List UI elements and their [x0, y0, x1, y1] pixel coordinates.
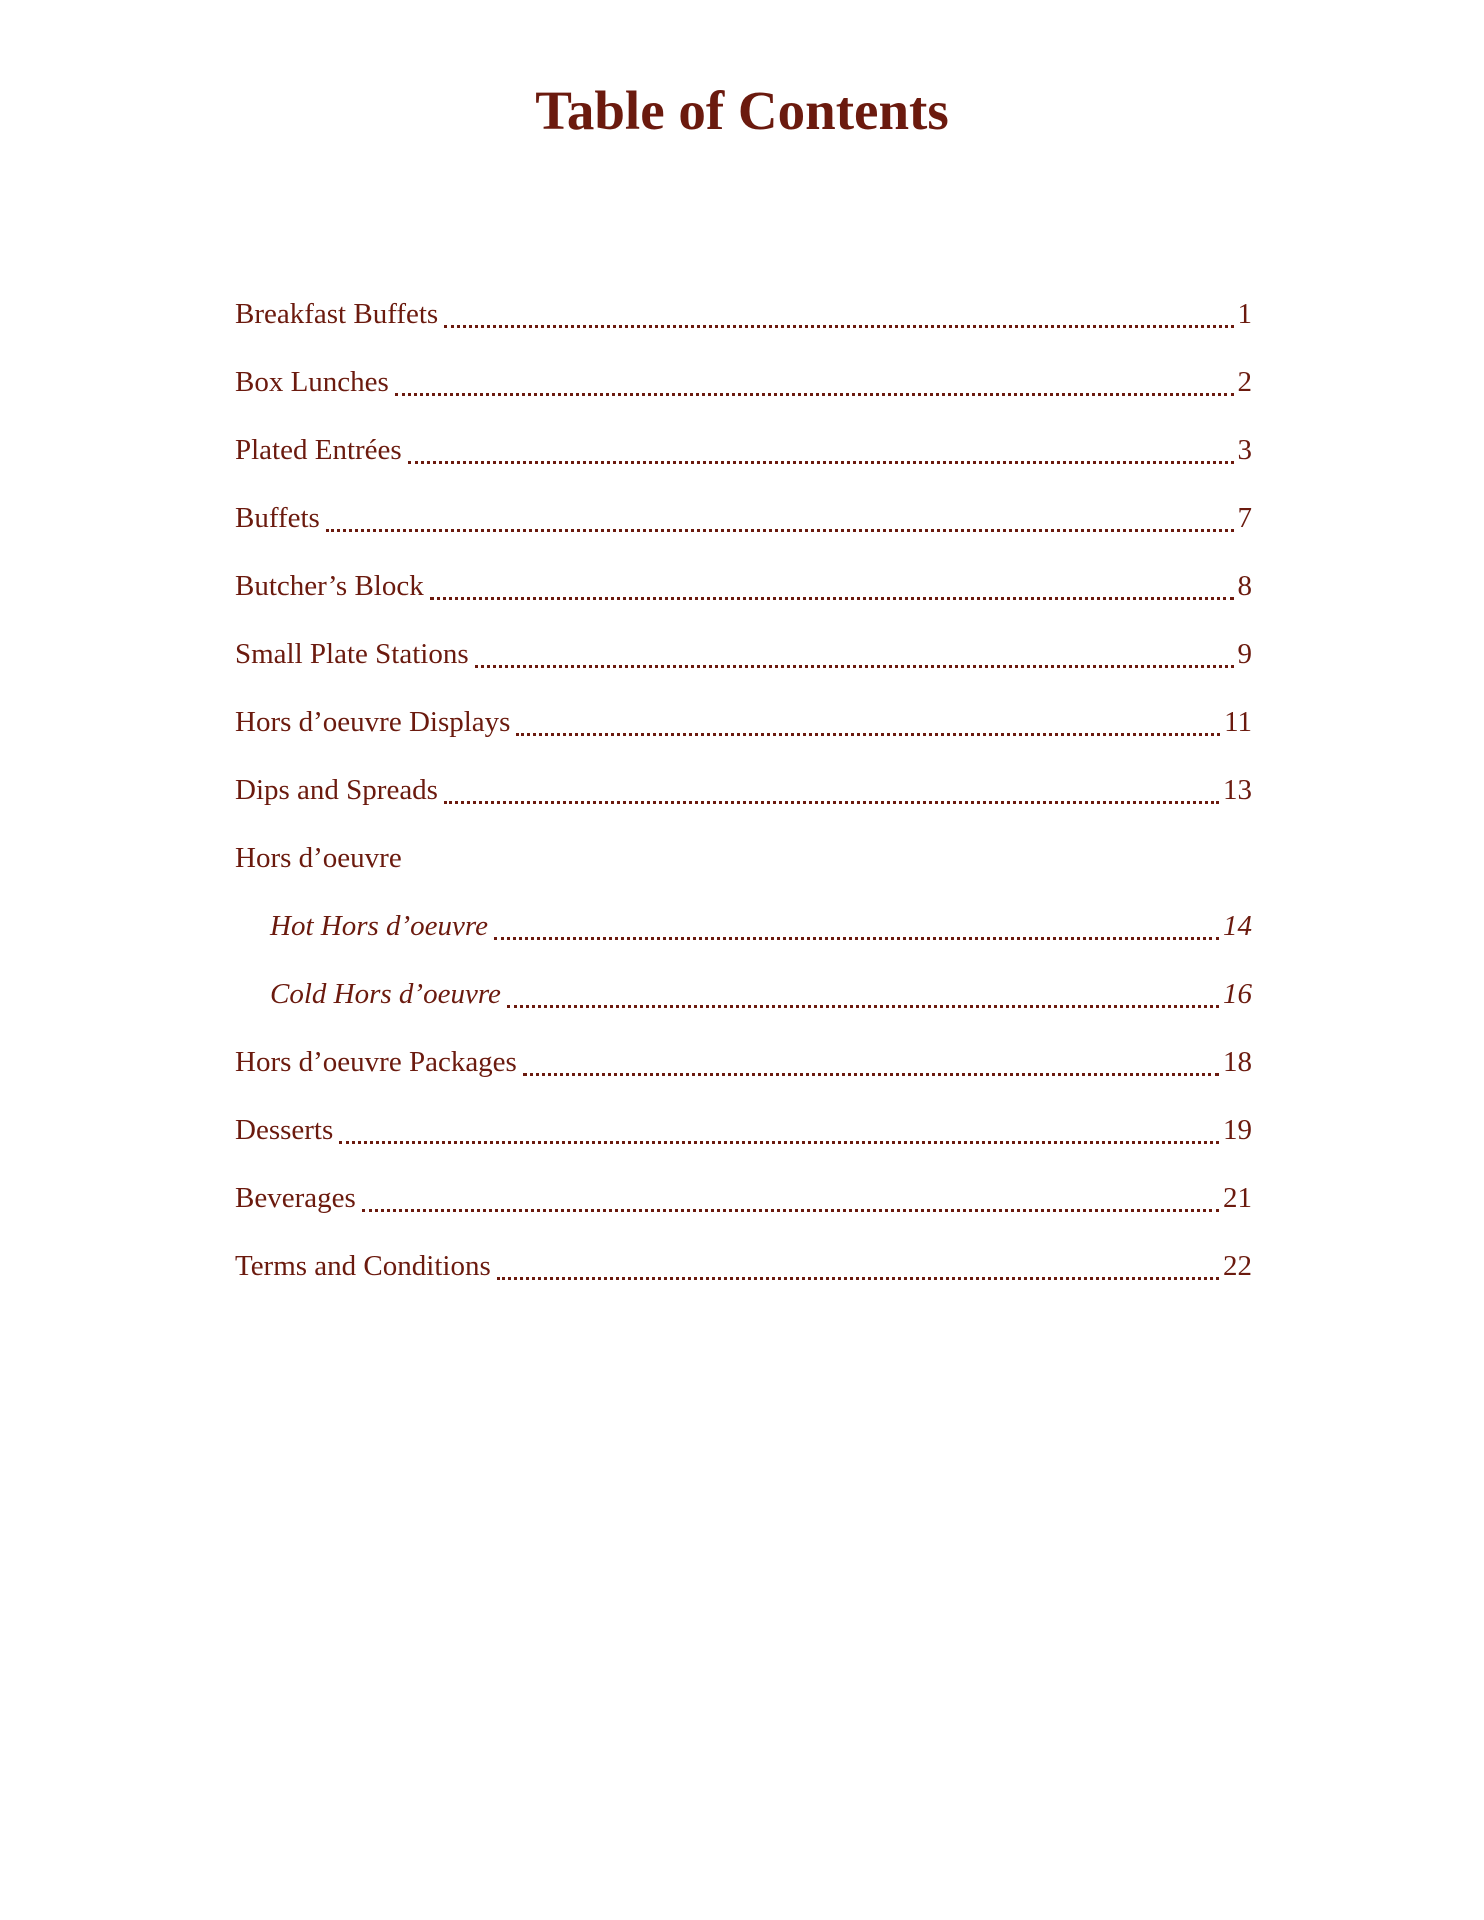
toc-entry-hors-doeuvre-displays[interactable] [235, 688, 1252, 756]
toc-entry-terms-and-conditions[interactable] [235, 1232, 1252, 1300]
dot-leader [430, 568, 1234, 600]
toc-entry-page: 1 [1237, 297, 1252, 330]
toc-entry-beverages[interactable] [235, 1164, 1252, 1232]
toc-entry-label: Beverages [235, 1181, 356, 1214]
dot-leader [497, 1248, 1219, 1280]
dot-leader [339, 1112, 1219, 1144]
toc-entry-label: Small Plate Stations [235, 637, 469, 670]
toc-entry-small-plate-stations[interactable] [235, 620, 1252, 688]
dot-leader [395, 364, 1234, 396]
toc-entry-plated-entrees[interactable] [235, 416, 1252, 484]
dot-leader [516, 704, 1220, 736]
dot-leader [444, 772, 1219, 804]
toc-entry-breakfast-buffets[interactable] [235, 280, 1252, 348]
toc-entry-page: 8 [1237, 569, 1252, 602]
toc-entry-label: Box Lunches [235, 365, 389, 398]
dot-leader [362, 1180, 1219, 1212]
toc-entry-label: Cold Hors d’oeuvre [270, 977, 501, 1010]
toc-entry-label: Buffets [235, 501, 320, 534]
toc-entry-label: Hors d’oeuvre Displays [235, 705, 511, 738]
toc-entry-label: Dips and Spreads [235, 773, 438, 806]
page-title: Table of Contents [535, 80, 949, 141]
toc-section-label: Hors d’oeuvre [235, 841, 402, 874]
toc-entry-page: 18 [1223, 1045, 1252, 1078]
toc-entry-page: 9 [1237, 637, 1252, 670]
toc-entry-box-lunches[interactable] [235, 348, 1252, 416]
toc-entry-label: Terms and Conditions [235, 1249, 491, 1282]
toc-entry-label: Desserts [235, 1113, 334, 1146]
table-of-contents [235, 280, 1252, 1300]
dot-leader [494, 908, 1219, 940]
dot-leader [326, 500, 1234, 532]
dot-leader [475, 636, 1234, 668]
toc-entry-page: 3 [1237, 433, 1252, 466]
toc-entry-page: 21 [1223, 1181, 1252, 1214]
toc-section-hors-doeuvre [235, 824, 1252, 892]
toc-entry-hot-hors-doeuvre[interactable] [235, 892, 1252, 960]
toc-entry-label: Hors d’oeuvre Packages [235, 1045, 517, 1078]
dot-leader [408, 432, 1234, 464]
toc-entry-label: Plated Entrées [235, 433, 402, 466]
toc-entry-hors-doeuvre-packages[interactable] [235, 1028, 1252, 1096]
dot-leader [523, 1044, 1219, 1076]
toc-entry-label: Hot Hors d’oeuvre [270, 909, 488, 942]
toc-entry-page: 7 [1237, 501, 1252, 534]
toc-entry-page: 11 [1224, 705, 1252, 738]
toc-entry-page: 2 [1237, 365, 1252, 398]
toc-entry-buffets[interactable] [235, 484, 1252, 552]
toc-entry-desserts[interactable] [235, 1096, 1252, 1164]
dot-leader [507, 976, 1219, 1008]
toc-entry-page: 19 [1223, 1113, 1252, 1146]
toc-entry-label: Butcher’s Block [235, 569, 424, 602]
toc-entry-page: 13 [1223, 773, 1252, 806]
toc-entry-butchers-block[interactable] [235, 552, 1252, 620]
toc-entry-page: 22 [1223, 1249, 1252, 1282]
toc-entry-cold-hors-doeuvre[interactable] [235, 960, 1252, 1028]
dot-leader [444, 296, 1233, 328]
toc-entry-page: 14 [1223, 909, 1252, 942]
toc-entry-label: Breakfast Buffets [235, 297, 439, 330]
toc-entry-page: 16 [1223, 977, 1252, 1010]
toc-entry-dips-and-spreads[interactable] [235, 756, 1252, 824]
